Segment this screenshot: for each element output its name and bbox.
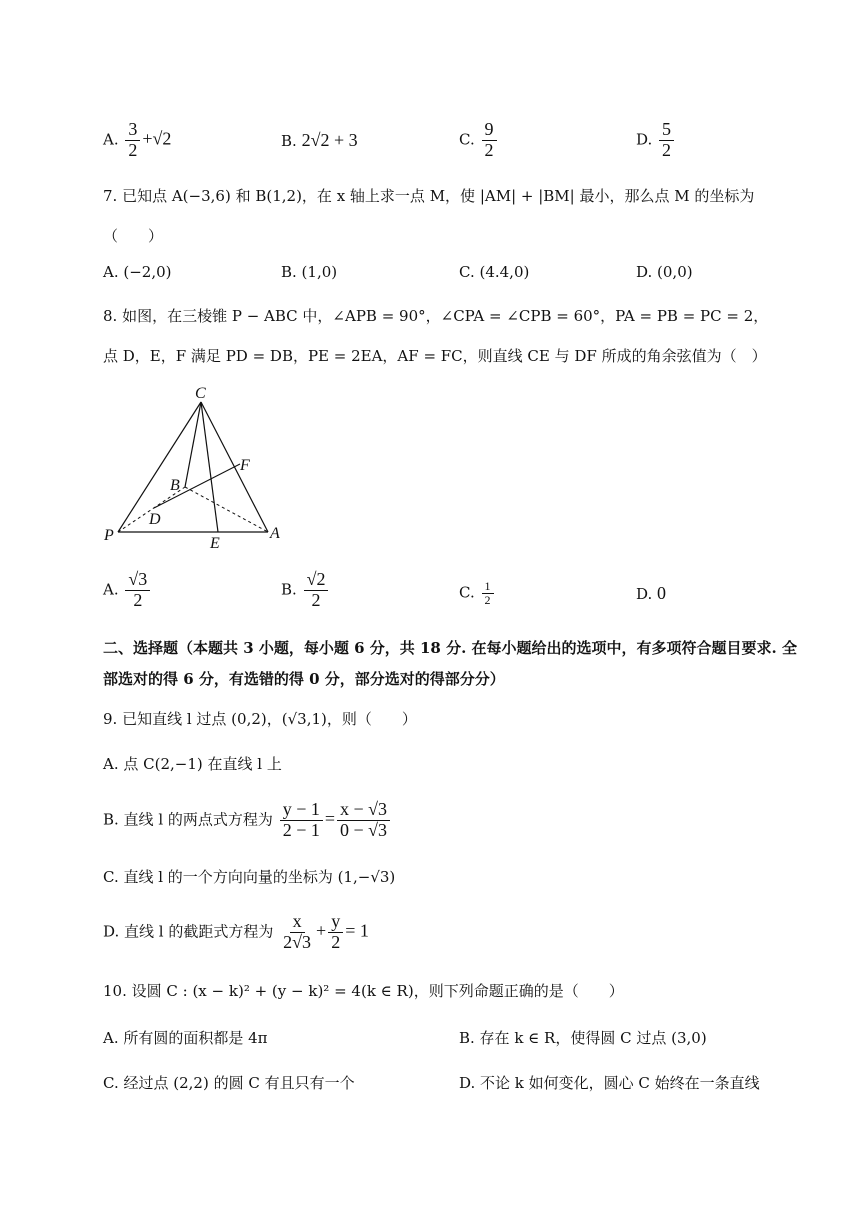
q9-option-d: D. 直线 l 的截距式方程为 $\frac{x}{2√3}$ + $\frac{y}{2}$ = 1 — [103, 911, 369, 952]
label-c: C — [195, 385, 206, 402]
q7-option-c: C. (4.4,0) — [459, 263, 530, 281]
q8-stem-line2: 点 D，E，F 满足 PD = DB，PE = 2EA，AF = FC，则直线 CE 与 DF 所成的角余弦值为（ ） — [103, 347, 767, 365]
q6-a-fraction: $\frac{3}{2}$ — [125, 120, 140, 161]
tetrahedron-figure — [100, 380, 300, 550]
q8-b-fraction: $\frac{√2}{2}$ — [304, 570, 329, 611]
q10-option-c: C. 经过点 (2,2) 的圆 C 有且只有一个 — [103, 1074, 355, 1092]
q10-option-a: A. 所有圆的面积都是 4π — [103, 1029, 268, 1047]
q9-d-fraction-x: $\frac{x}{2√3}$ — [283, 911, 312, 952]
label-b: B — [170, 477, 180, 494]
q8-c-fraction: $\frac{1}{2}$ — [482, 580, 494, 607]
q10-stem: 10. 设圆 C : (x − k)² + (y − k)² = 4(k ∈ R)，则下列命题正确的是（ ） — [103, 982, 624, 1000]
edge-ba-hidden — [185, 487, 268, 532]
q8-option-b: B. $\frac{√2}{2}$ — [281, 570, 330, 611]
q9-b-fraction-right: $\frac{x - √3}{0 - √3}$ — [337, 800, 390, 841]
q9-option-b: B. 直线 l 的两点式方程为 $\frac{y - 1}{2 - 1}$ = $\frac{x - √3}{0 - √3}$ — [103, 800, 392, 841]
label-e: E — [210, 535, 220, 550]
label-d: D — [149, 511, 161, 528]
section-2-heading-line2: 部选对的得 6 分，有选错的得 0 分，部分选对的得部分分） — [103, 670, 505, 688]
q9-option-c: C. 直线 l 的一个方向向量的坐标为 (1,−√3) — [103, 868, 396, 886]
section-2-heading-line1: 二、选择题（本题共 3 小题，每小题 6 分，共 18 分. 在每小题给出的选项中，有多项符合题目要求. 全 — [103, 639, 797, 657]
q8-option-d: D. 0 — [636, 583, 667, 603]
label-a: A — [270, 525, 280, 542]
q8-stem-line1: 8. 如图，在三棱锥 P − ABC 中，∠APB = 90°，∠CPA = ∠CPB = 60°，PA = PB = PC = 2， — [103, 307, 769, 325]
q8-option-c: C. $\frac{1}{2}$ — [459, 580, 496, 607]
q9-stem: 9. 已知直线 l 过点 (0,2)，(√3,1)，则（ ） — [103, 710, 417, 728]
q6-option-b: B. 2√2 + 3 — [281, 130, 358, 150]
q10-option-d: D. 不论 k 如何变化，圆心 C 始终在一条直线 — [459, 1074, 760, 1092]
q6-option-c: C. $\frac{9}{2}$ — [459, 120, 499, 161]
segment-ce — [201, 402, 218, 532]
q7-option-a: A. (−2,0) — [103, 263, 172, 281]
q7-stem-line2: （ ） — [103, 227, 164, 245]
q8-a-fraction: $\frac{√3}{2}$ — [125, 570, 150, 611]
q7-option-b: B. (1,0) — [281, 263, 338, 281]
q8-option-a: A. $\frac{√3}{2}$ — [103, 570, 152, 611]
q6-option-a: A. $\frac{3}{2}$ +√2 — [103, 119, 172, 160]
label-p: P — [104, 527, 114, 544]
q7-option-d: D. (0,0) — [636, 263, 693, 281]
q9-b-fraction-left: $\frac{y - 1}{2 - 1}$ — [280, 800, 323, 841]
label-f: F — [240, 457, 250, 474]
q7-stem-line1: 7. 已知点 A(−3,6) 和 B(1,2)，在 x 轴上求一点 M，使 |AM| + |BM| 最小，那么点 M 的坐标为 — [103, 187, 755, 205]
q9-d-fraction-y: $\frac{y}{2}$ — [328, 912, 343, 953]
q6-c-fraction: $\frac{9}{2}$ — [482, 120, 497, 161]
q6-d-fraction: $\frac{5}{2}$ — [659, 120, 674, 161]
q10-option-b: B. 存在 k ∈ R，使得圆 C 过点 (3,0) — [459, 1029, 707, 1047]
q6-option-d: D. $\frac{5}{2}$ — [636, 120, 676, 161]
q9-option-a: A. 点 C(2,−1) 在直线 l 上 — [103, 755, 282, 773]
segment-df — [154, 464, 240, 508]
